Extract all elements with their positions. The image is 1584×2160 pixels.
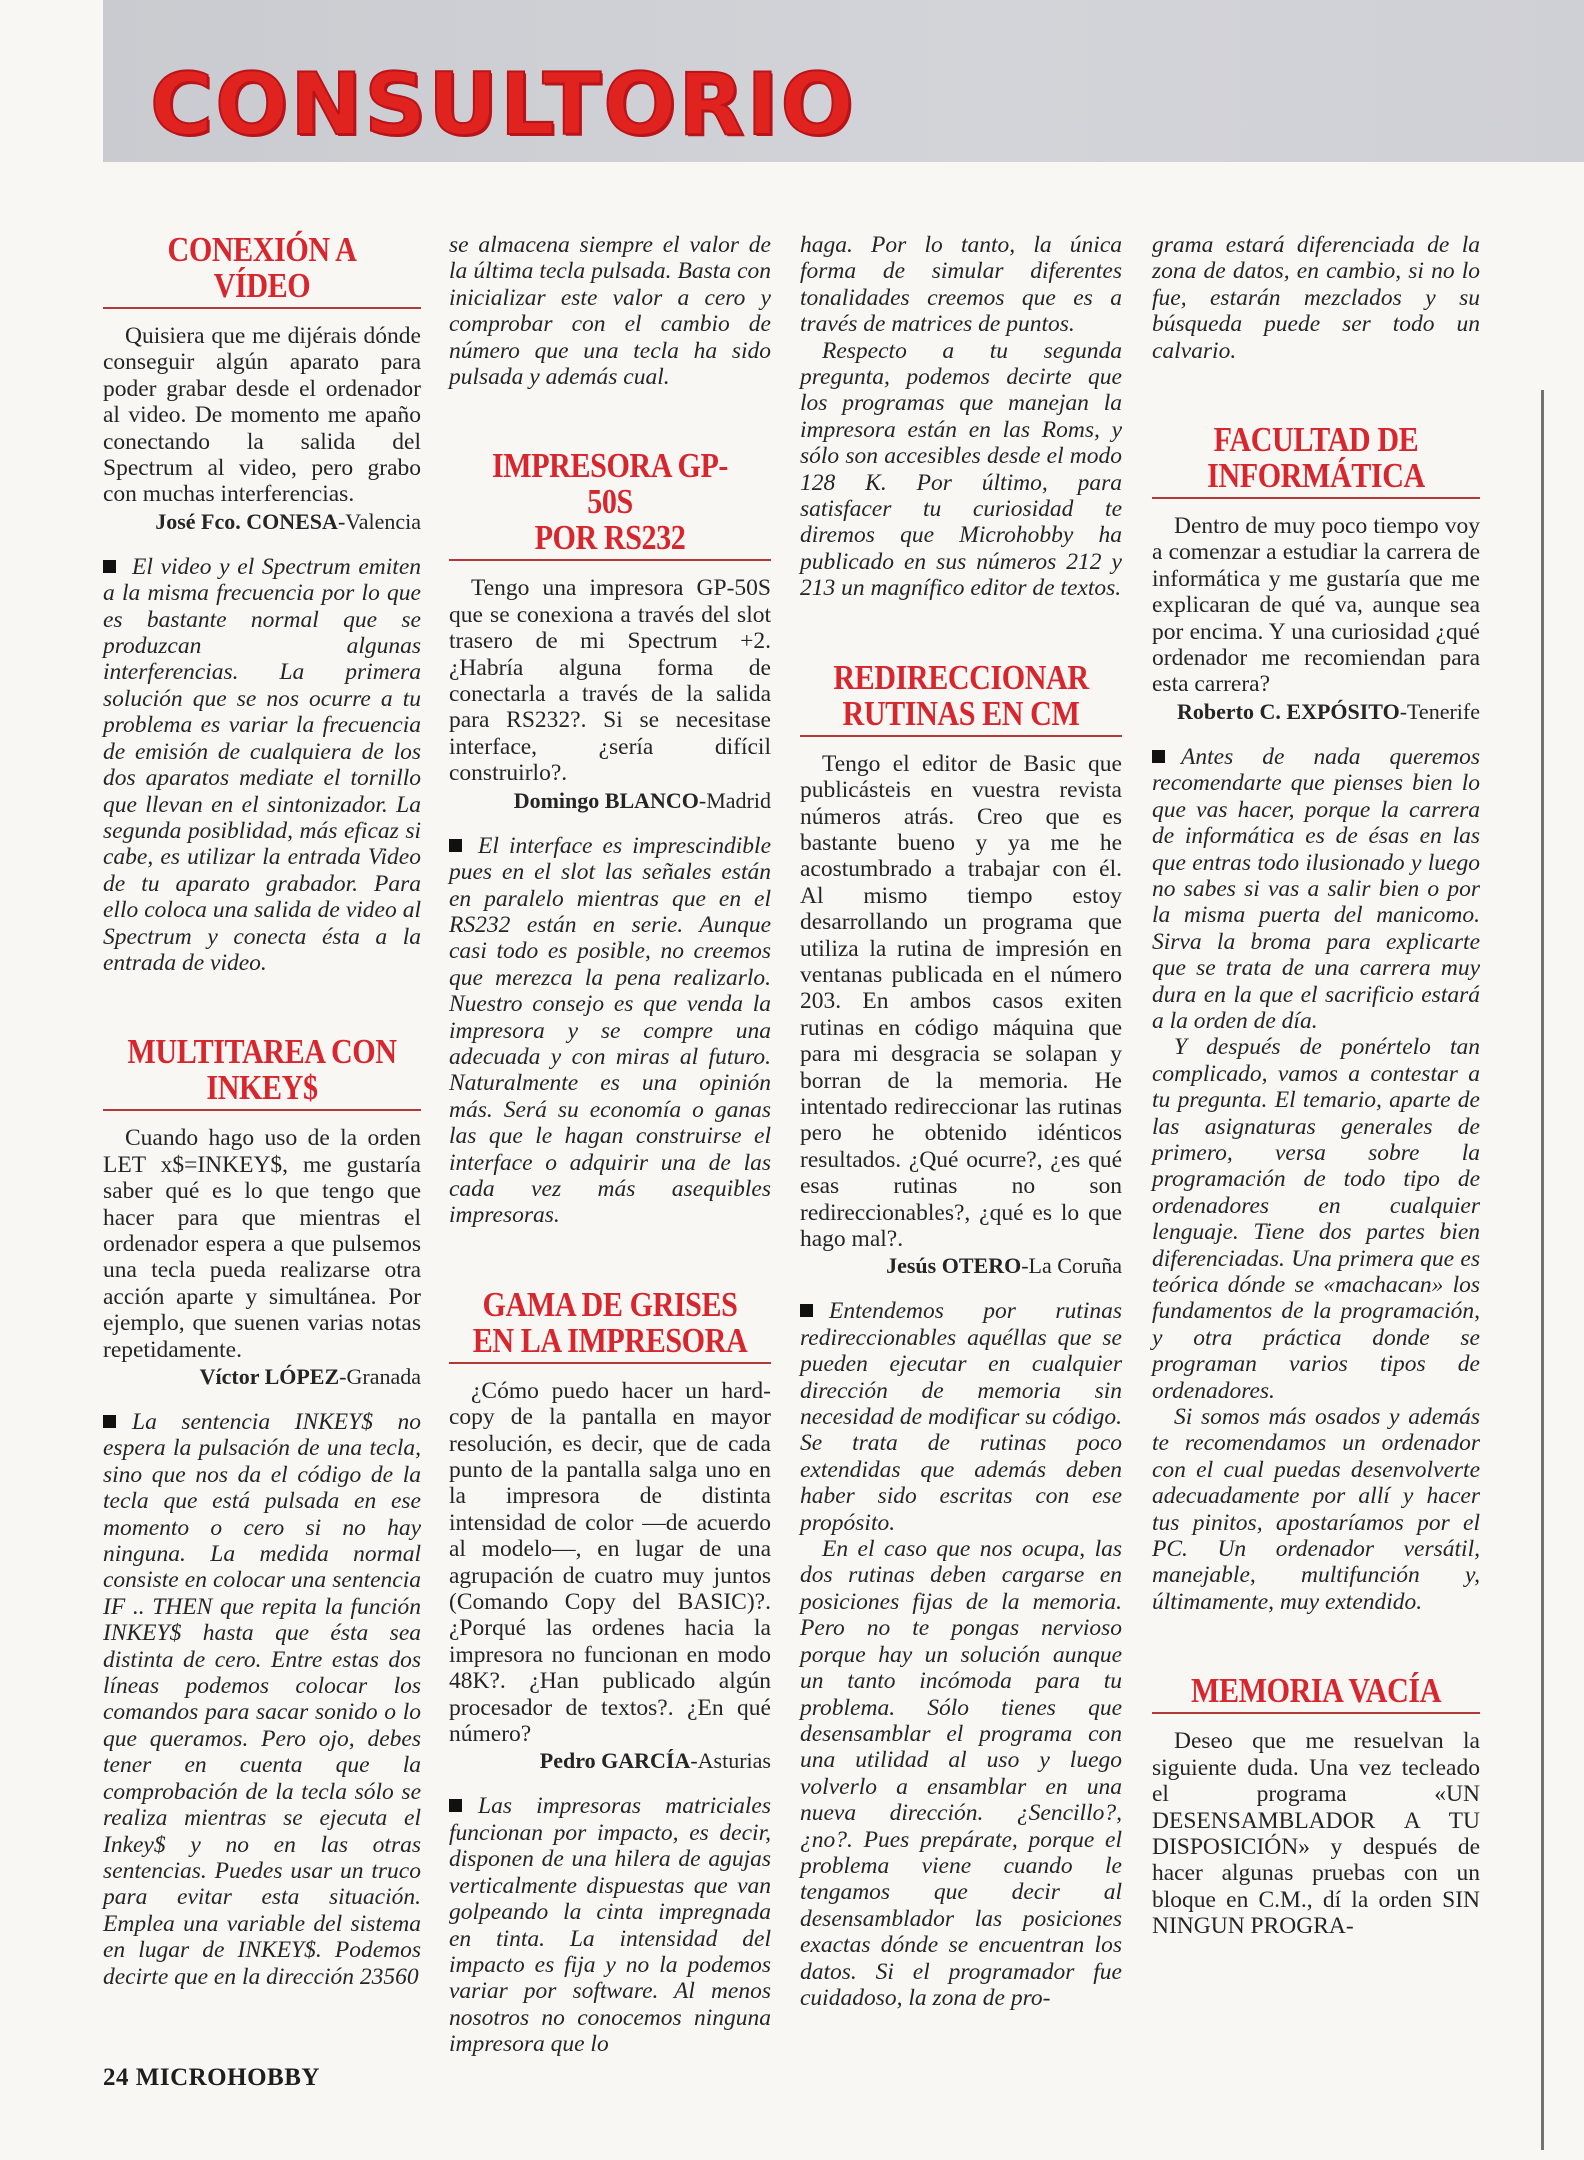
section-heading: [103, 1034, 421, 1111]
editor-answer: [103, 1409, 421, 1990]
paragraph: [1152, 513, 1480, 698]
reader-city: -Granada: [339, 1364, 421, 1389]
paragraph-text: Tengo una impresora GP-50S que se conexiona a través del slot trasero de mi Spectrum +2. ¿Habría alguna forma de conectarla a través de la salida para RS232?. Si se necesitase interface, ¿sería difícil construirlo?.: [449, 575, 771, 787]
reader-surname: OTERO: [941, 1253, 1022, 1279]
paragraph: [1152, 232, 1480, 364]
paragraph-text: Deseo que me resuelvan la siguiente duda. Una vez tecleado el programa «UN DESENSAMBLADOR A TU DISPOSICIÓN» y después de hacer algunas pruebas con un bloque en C.M., dí la orden SIN NINGUN PROGRA-: [1152, 1728, 1480, 1940]
reader-question: [449, 1378, 771, 1748]
heading-line: CONEXIÓN A VÍDEO: [167, 230, 357, 305]
paragraph: [449, 232, 771, 390]
paragraph-text: Tengo el editor de Basic que publicásteis en vuestra revista números atrás. Creo que es bastante bueno y ya me he acostumbrado a trabajar con él. Al mismo tiempo estoy desarrollando un programa que utiliza la rutina de impresión en ventanas publicada en el número 203. En ambos casos exiten rutinas en código máquina que para mi desgracia se solapan y borran de la memoria. He intentado redireccionar las rutinas pero he obtenido idénticos resultados. ¿Qué ocurre?, ¿es qué esas rutinas no son redireccionables?, ¿qué es lo que hago mal?.: [800, 750, 1122, 1252]
reader-signature: [800, 1252, 1122, 1280]
heading-line: MULTITAREA CON: [127, 1032, 397, 1072]
section-heading: [103, 232, 421, 309]
paragraph-text: Quisiera que me dijérais dónde conseguir algún aparato para poder grabar desde el ordenador al video. De momento me apaño conectando la salida del Spectrum al video, pero grabo con muchas interferencias.: [103, 323, 421, 508]
page-footer: 24 MICROHOBBY: [103, 2064, 320, 2091]
paragraph-text: Entendemos por rutinas redireccionables aquéllas que se pueden ejecutar en cualquier dirección de memoria sin necesidad de modificar su código. Se trata de rutinas poco extendidas que además deben haber sido escritas con ese propósito.: [800, 1298, 1122, 1536]
bullet-square-icon: [103, 1415, 116, 1428]
paragraph-text: Antes de nada queremos recomendarte que pienses bien lo que vas hacer, porque la carrera de informática es de ésas en las que entras todo ilusionado y luego no sabes si vas a salir bien o por la misma puerta del manicomo. Sirva la broma para explicarte que se trata de una carrera muy dura en la que el sacrificio estará a la orden de día.: [1152, 743, 1480, 1034]
reader-first-name: Víctor: [199, 1364, 265, 1389]
column-2: [449, 232, 771, 2058]
paragraph: [1152, 1034, 1480, 1404]
reader-city: -Valencia: [337, 508, 421, 534]
heading-line: FACULTAD DE: [1213, 420, 1419, 460]
reader-question: [1152, 1728, 1480, 1939]
paragraph-text: El interface es imprescindible pues en el slot las señales están en paralelo mientras que en el RS232 están en serie. Aunque casi todo es posible, no creemos que merezca la pena realizarlo. Nuestro consejo es que venda la impresora y se compre una adecuada y con miras al futuro. Naturalmente es una opinión más. Será su economía o ganas las que le hagan construirse el interface o adquirir una de las cada vez más asequibles impresoras.: [449, 832, 771, 1229]
reader-surname: GARCÍA: [601, 1748, 691, 1774]
column-3: [800, 232, 1122, 2011]
page-edge-line: [1541, 390, 1544, 2150]
continued-answer: [1152, 232, 1480, 364]
paragraph: [103, 323, 421, 508]
bullet-square-icon: [1152, 750, 1165, 763]
column-4: [1152, 232, 1480, 1940]
reader-question: [449, 575, 771, 786]
paragraph: [103, 1125, 421, 1363]
column-1: [103, 232, 421, 1990]
paragraph: [103, 554, 421, 977]
section-heading: [449, 1284, 771, 1364]
section-heading: [449, 448, 771, 561]
paragraph: [103, 1409, 421, 1990]
reader-city: -Asturias: [690, 1748, 771, 1774]
reader-signature: [103, 1363, 421, 1391]
reader-signature: [449, 787, 771, 815]
reader-surname: EXPÓSITO: [1286, 698, 1400, 724]
paragraph-text: Si somos más osados y además te recomendamos un ordenador con el cual puedas desenvolverte adecuadamente por allí y hacer tus pinitos, apostaríamos por el PC. Un ordenador versátil, manejable, multifunción y, últimamente, muy extendido.: [1152, 1404, 1480, 1615]
paragraph: [449, 1793, 771, 2057]
paragraph: [800, 1536, 1122, 2011]
reader-question: [800, 751, 1122, 1253]
reader-first-name: Roberto C.: [1177, 698, 1287, 724]
paragraph: [1152, 1728, 1480, 1939]
paragraph: [800, 751, 1122, 1253]
heading-line: EN LA IMPRESORA: [472, 1320, 748, 1360]
heading-line: GAMA DE GRISES: [482, 1284, 738, 1324]
reader-surname: BLANCO: [604, 787, 699, 813]
section-heading: [800, 657, 1122, 737]
paragraph-text: Dentro de muy poco tiempo voy a comenzar a estudiar la carrera de informática y me gustaría que me explicaran de qué va, aunque sea por encima. Y una curiosidad ¿qué ordenador me recomiendan para esta carrera?: [1152, 513, 1480, 698]
reader-surname: LÓPEZ: [264, 1364, 340, 1389]
editor-answer: [449, 1793, 771, 2057]
paragraph-text: grama estará diferenciada de la zona de datos, en cambio, si no lo fue, estarán mezclados y su búsqueda puede ser todo un calvario.: [1152, 232, 1480, 364]
heading-line: RUTINAS EN CM: [842, 693, 1080, 733]
reader-first-name: Pedro: [539, 1748, 602, 1774]
editor-answer: [449, 833, 771, 1229]
section-heading: [1152, 422, 1480, 499]
paragraph-text: Respecto a tu segunda pregunta, podemos decirte que los programas que manejan la impresora están en las Roms, y sólo son accesibles desde el modo 128 K. Por último, para satisfacer tu curiosidad te diremos que Microhobby ha publicado en sus números 212 y 213 un magnífico editor de textos.: [800, 337, 1122, 602]
reader-first-name: José Fco.: [155, 508, 247, 534]
heading-line: POR RS232: [534, 518, 686, 558]
reader-question: [1152, 513, 1480, 698]
paragraph: [1152, 744, 1480, 1034]
reader-question: [103, 1125, 421, 1363]
bullet-square-icon: [103, 560, 116, 573]
paragraph-text: Y después de ponértelo tan complicado, vamos a contestar a tu pregunta. El temario, aparte de las asignaturas generales de primero, versa sobre la programación de todo tipo de ordenadores en cualquier lenguaje. Tiene dos partes bien diferenciadas. Una primera que es teórica dónde se «machacan» los fundamentos de la programación, y otra práctica donde se programan varios tipos de ordenadores.: [1152, 1034, 1480, 1404]
paragraph-text: haga. Por lo tanto, la única forma de simular diferentes tonalidades creemos que es a través de matrices de puntos.: [800, 232, 1122, 338]
continued-answer: [800, 232, 1122, 602]
heading-line: IMPRESORA GP-50S: [491, 446, 729, 522]
heading-line: REDIRECCIONAR: [833, 657, 1089, 697]
masthead-title: CONSULTORIO: [150, 55, 856, 155]
paragraph-text: Las impresoras matriciales funcionan por impacto, es decir, disponen de una hilera de agujas verticalmente dispuestas que van golpeando la cinta impregnada en tinta. La intensidad del impacto es fija y no la podemos variar por software. Al menos nosotros no conocemos ninguna impresora que lo: [449, 1793, 771, 2058]
reader-city: -Tenerife: [1399, 698, 1480, 724]
paragraph-text: El video y el Spectrum emiten a la misma frecuencia por lo que es bastante normal que se produzcan algunas interferencias. La primera solución que se nos ocurre a tu problema es variar la frecuencia de emisión de cualquiera de los dos aparatos mediate el tornillo que llevan en el sintonizador. La segunda posiblidad, más eficaz si cabe, es utilizar la entrada Video de tu aparato grabador. Para ello coloca una salida de video al Spectrum y conecta ésta a la entrada de video.: [103, 553, 421, 976]
paragraph-text: se almacena siempre el valor de la última tecla pulsada. Basta con inicializar este valor a cero y comprobar con el cambio de número que una tecla ha sido pulsada y además cual.: [449, 232, 771, 391]
paragraph-text: La sentencia INKEY$ no espera la pulsación de una tecla, sino que nos da el código de la tecla que está pulsada en ese momento o cero si no hay ninguna. La medida normal consiste en colocar una sentencia IF .. THEN que repita la función INKEY$ hasta que ésta sea distinta de cero. Entre estas dos líneas podemos colocar los comandos para sacar sonido o lo que queramos. Pero ojo, debes tener en cuenta que la comprobación de la tecla sólo se realiza mientras se ejecuta el Inkey$ y no en las otras sentencias. Puedes usar un truco para evitar esta situación. Emplea una variable del sistema en lugar de INKEY$. Podemos decirte que en la dirección 23560: [103, 1409, 421, 1990]
reader-city: -Madrid: [698, 787, 771, 813]
editor-answer: [1152, 744, 1480, 1615]
editor-answer: [800, 1298, 1122, 2011]
reader-first-name: Jesús: [886, 1253, 942, 1279]
paragraph: [449, 575, 771, 786]
reader-question: [103, 323, 421, 508]
paragraph: [449, 833, 771, 1229]
paragraph-text: ¿Cómo puedo hacer un hard-copy de la pantalla en mayor resolución, es decir, que de cada punto de la pantalla salga uno en la impresora de distinta intensidad de color —de acuerdo al modelo—, en lugar de una agrupación de cuatro muy juntos (Comando Copy del BASIC)?. ¿Porqué las ordenes hacia la impresora no funcionan en modo 48K?. ¿Han publicado algún procesador de textos?. ¿En qué número?: [449, 1377, 771, 1748]
section-heading: [1152, 1673, 1480, 1714]
heading-line: INKEY$: [206, 1068, 318, 1108]
continued-answer: [449, 232, 771, 390]
editor-answer: [103, 554, 421, 977]
bullet-square-icon: [449, 1799, 462, 1812]
reader-city: -La Coruña: [1021, 1253, 1122, 1279]
paragraph: [800, 338, 1122, 602]
reader-first-name: Domingo: [513, 787, 605, 813]
reader-signature: [103, 508, 421, 536]
reader-surname: CONESA: [246, 508, 338, 534]
paragraph-text: Cuando hago uso de la orden LET x$=INKEY$, me gustaría saber qué es lo que tengo que hacer para que mientras el ordenador espera a que pulsemos una tecla pueda realizarse otra acción aparte y simultánea. Por ejemplo, que suenen varias notas repetidamente.: [103, 1125, 421, 1363]
heading-line: MEMORIA VACÍA: [1190, 1671, 1442, 1711]
paragraph: [800, 232, 1122, 338]
bullet-square-icon: [449, 839, 462, 852]
reader-signature: [449, 1747, 771, 1775]
bullet-square-icon: [800, 1304, 813, 1317]
heading-line: INFORMÁTICA: [1207, 456, 1425, 496]
reader-signature: [1152, 698, 1480, 726]
paragraph: [1152, 1404, 1480, 1615]
paragraph: [800, 1298, 1122, 1536]
paragraph-text: En el caso que nos ocupa, las dos rutinas deben cargarse en posiciones fijas de la memoria. Pero no te pongas nervioso porque hay un solución aunque un tanto incómoda para tu problema. Sólo tienes que desensamblar el programa con una utilidad al uso y luego volverlo a ensamblar en una nueva dirección. ¿Sencillo?, ¿no?. Pues prepárate, porque el problema viene cuando le tengamos que decir al desensamblador las posiciones exactas dónde se encuentran los datos. Si el programador fue cuidadoso, la zona de pro-: [800, 1536, 1122, 2011]
paragraph: [449, 1378, 771, 1748]
